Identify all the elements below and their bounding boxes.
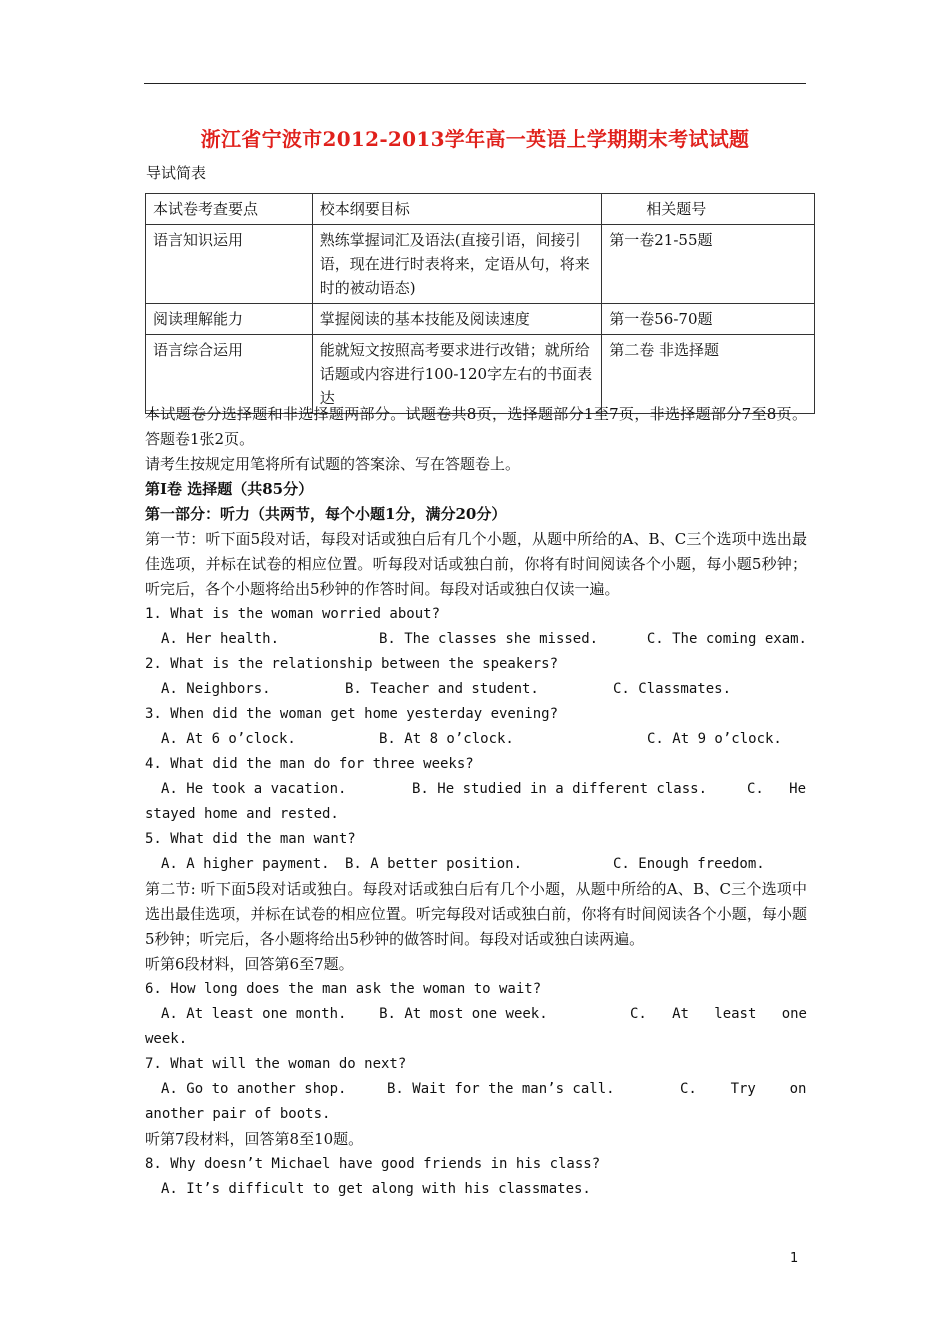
question-4: 4. What did the man do for three weeks? — [145, 756, 474, 772]
guide-table — [145, 193, 815, 414]
option-a: A. Go to another shop. — [161, 1081, 347, 1097]
table-row — [146, 225, 815, 304]
table-cell: 语言知识运用 — [146, 225, 313, 304]
table-cell: 语言综合运用 — [146, 335, 313, 414]
table-header-row — [146, 194, 815, 225]
question-3: 3. When did the woman get home yesterday evening? — [145, 706, 559, 722]
option-a: A. Her health. — [161, 631, 280, 647]
question-5: 5. What did the man want? — [145, 831, 356, 847]
intro-paragraph: 本试题卷分选择题和非选择题两部分。试题卷共8页，选择题部分1至7页，非选择题部分7至8页。答题卷1张2页。 — [145, 405, 807, 448]
table-header-cell: 校本纲要目标 — [312, 194, 602, 225]
option-c: C. He — [747, 781, 807, 797]
options-7 — [145, 1077, 807, 1102]
option-a: A. At 6 o’clock. — [161, 731, 296, 747]
options-3 — [145, 727, 807, 752]
segment-note: 听第7段材料，回答第8至10题。 — [145, 1130, 364, 1148]
option-b: B. At most one week. — [379, 1006, 548, 1022]
option-c: C. At 9 o’clock. — [647, 731, 782, 747]
option-b: B. Teacher and student. — [345, 681, 539, 697]
header-rule — [144, 83, 806, 84]
option-b: B. Wait for the man’s call. — [387, 1081, 615, 1097]
option-c-continued: another pair of boots. — [145, 1106, 331, 1122]
segment-note: 听第6段材料，回答第6至7题。 — [145, 955, 354, 973]
option-c: C. Enough freedom. — [613, 856, 765, 872]
question-8: 8. Why doesn’t Michael have good friends in his class? — [145, 1156, 601, 1172]
intro-paragraph: 请考生按规定用笔将所有试题的答案涂、写在答题卷上。 — [145, 455, 521, 473]
option-a: A. He took a vacation. — [161, 781, 347, 797]
table-cell: 熟练掌握词汇及语法(直接引语，间接引语，现在进行时表将来，定语从句，将来时的被动语态) — [312, 225, 602, 304]
table-cell: 能就短文按照高考要求进行改错；就所给话题或内容进行100-120字左右的书面表达 — [312, 335, 602, 414]
option-b: B. He studied in a different class. — [412, 781, 708, 797]
options-5 — [145, 852, 807, 877]
page-number: 1 — [790, 1251, 799, 1266]
option-a: A. Neighbors. — [161, 681, 271, 697]
options-1 — [145, 627, 807, 652]
table-cell: 掌握阅读的基本技能及阅读速度 — [312, 304, 602, 335]
options-8 — [145, 1177, 807, 1202]
table-header-cell: 本试卷考查要点 — [146, 194, 313, 225]
part1-heading: 第Ⅰ卷 选择题（共85分） — [145, 480, 314, 498]
table-cell: 第二卷 非选择题 — [602, 335, 815, 414]
option-c-continued: week. — [145, 1031, 188, 1047]
table-row — [146, 304, 815, 335]
option-c: C. At least one — [629, 1006, 807, 1022]
table-caption: 导试简表 — [146, 164, 207, 182]
option-b: B. The classes she missed. — [378, 631, 599, 647]
options-2 — [145, 677, 807, 702]
question-7: 7. What will the woman do next? — [145, 1056, 407, 1072]
option-b: B. At 8 o’clock. — [379, 731, 514, 747]
question-6: 6. How long does the man ask the woman to wait? — [145, 981, 542, 997]
table-cell: 第一卷21-55题 — [602, 225, 815, 304]
option-a: A. A higher payment. — [161, 856, 330, 872]
page-title: 浙江省宁波市2012-2013学年高一英语上学期期末考试试题 — [200, 127, 750, 151]
table-header-cell: 相关题号 — [602, 194, 815, 225]
question-1: 1. What is the woman worried about? — [145, 606, 441, 622]
question-2: 2. What is the relationship between the speakers? — [145, 656, 559, 672]
option-c: C. The coming exam. — [646, 631, 807, 647]
option-c: C. Try on — [680, 1081, 807, 1097]
section2-instructions: 第二节: 听下面5段对话或独白。每段对话或独白后有几个小题，从题中所给的A、B、C三个选项中选出最佳选项，并标在试卷的相应位置。听完每段对话或独白前，你将有时间阅读各个小题，每小题5秒钟；听完后，各小题将给出5秒钟的做答时间。每段对话或独白读两遍。 — [145, 880, 807, 948]
option-b: B. A better position. — [345, 856, 523, 872]
exam-body — [145, 402, 807, 1202]
table-cell: 阅读理解能力 — [146, 304, 313, 335]
option-c: C. Classmates. — [613, 681, 732, 697]
section1-instructions: 第一节：听下面5段对话，每段对话或独白后有几个小题，从题中所给的A、B、C三个选项中选出最佳选项，并标在试卷的相应位置。听每段对话或独白前，你将有时间阅读各个小题，每小题5秒钟；听完后，各个小题将给出5秒钟的作答时间。每段对话或独白仅读一遍。 — [145, 530, 807, 598]
option-a: A. At least one month. — [161, 1006, 347, 1022]
option-a: A. It’s difficult to get along with his classmates. — [161, 1181, 591, 1197]
options-4 — [145, 777, 807, 802]
table-cell: 第一卷56-70题 — [602, 304, 815, 335]
listening-heading: 第一部分：听力（共两节，每个小题1分，满分20分） — [145, 505, 507, 523]
options-6 — [145, 1002, 807, 1027]
option-c-continued: stayed home and rested. — [145, 806, 339, 822]
